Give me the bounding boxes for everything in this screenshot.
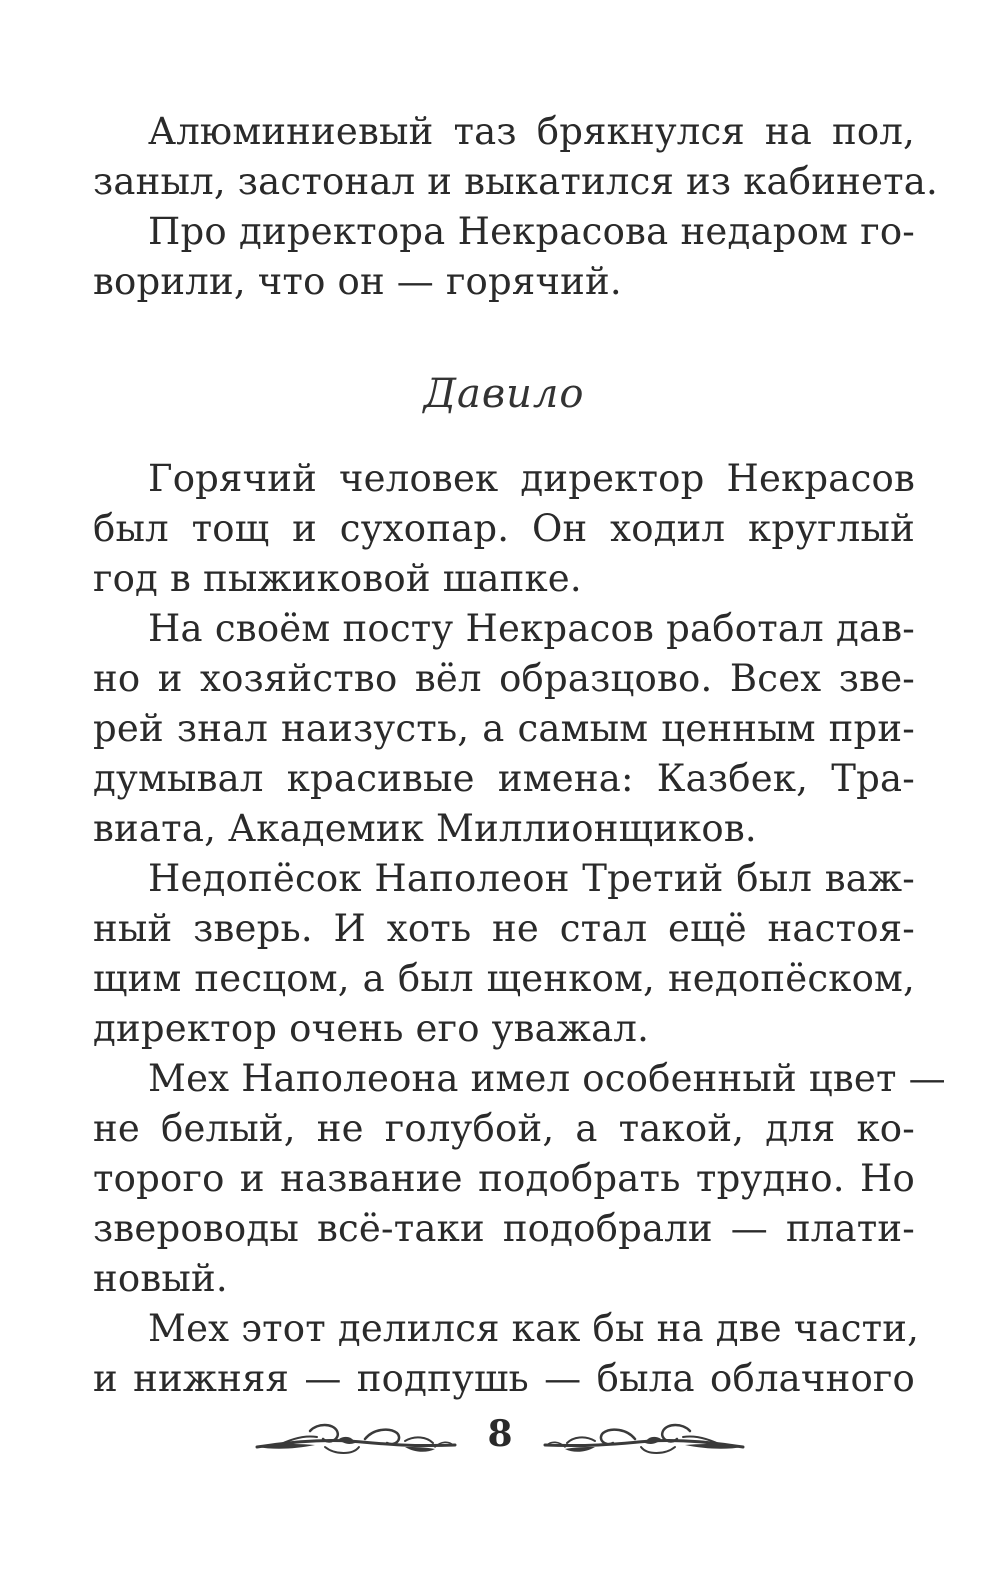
page-footer bbox=[0, 1405, 1000, 1475]
text-line: Мех этот делился как бы на две части, bbox=[148, 1307, 920, 1350]
text-line: не белый, не голубой, а такой, для ко- bbox=[93, 1107, 915, 1150]
text-line: но и хозяйство вёл образцово. Всех зве- bbox=[93, 657, 915, 700]
text-line: заныл, застонал и выкатился из кабинета. bbox=[93, 160, 938, 203]
text-line: звероводы всё-таки подобрали — плати- bbox=[93, 1207, 915, 1250]
flourish-left-icon bbox=[255, 1417, 460, 1461]
text-line: новый. bbox=[93, 1257, 228, 1300]
text-line: директор очень его уважал. bbox=[93, 1007, 650, 1050]
text-line: думывал красивые имена: Казбек, Тра- bbox=[93, 757, 915, 800]
text-line: Мех Наполеона имел особенный цвет — bbox=[148, 1057, 946, 1100]
text-line: Горячий человек директор Некрасов bbox=[148, 457, 915, 500]
text-line: виата, Академик Миллионщиков. bbox=[93, 807, 757, 850]
text-line: был тощ и сухопар. Он ходил круглый bbox=[93, 507, 915, 550]
section-heading: Давило bbox=[423, 371, 585, 417]
text-line: Алюминиевый таз брякнулся на пол, bbox=[148, 110, 915, 153]
page-number: 8 bbox=[487, 1413, 513, 1455]
text-line: Недопёсок Наполеон Третий был важ- bbox=[148, 857, 915, 900]
text-line: торого и название подобрать трудно. Но bbox=[93, 1157, 915, 1200]
flourish-right-icon bbox=[540, 1417, 745, 1461]
text-line: щим песцом, а был щенком, недопёском, bbox=[93, 957, 915, 1000]
text-line: ворили, что он — горячий. bbox=[93, 260, 622, 303]
text-line: год в пыжиковой шапке. bbox=[93, 557, 582, 600]
text-line: рей знал наизусть, а самым ценным при- bbox=[93, 707, 915, 750]
text-line: ный зверь. И хоть не стал ещё настоя- bbox=[93, 907, 915, 950]
text-line: На своём посту Некрасов работал дав- bbox=[148, 607, 915, 650]
text-line: Про директора Некрасова недаром го- bbox=[148, 210, 915, 253]
text-line: и нижняя — подпушь — была облачного bbox=[93, 1357, 915, 1400]
